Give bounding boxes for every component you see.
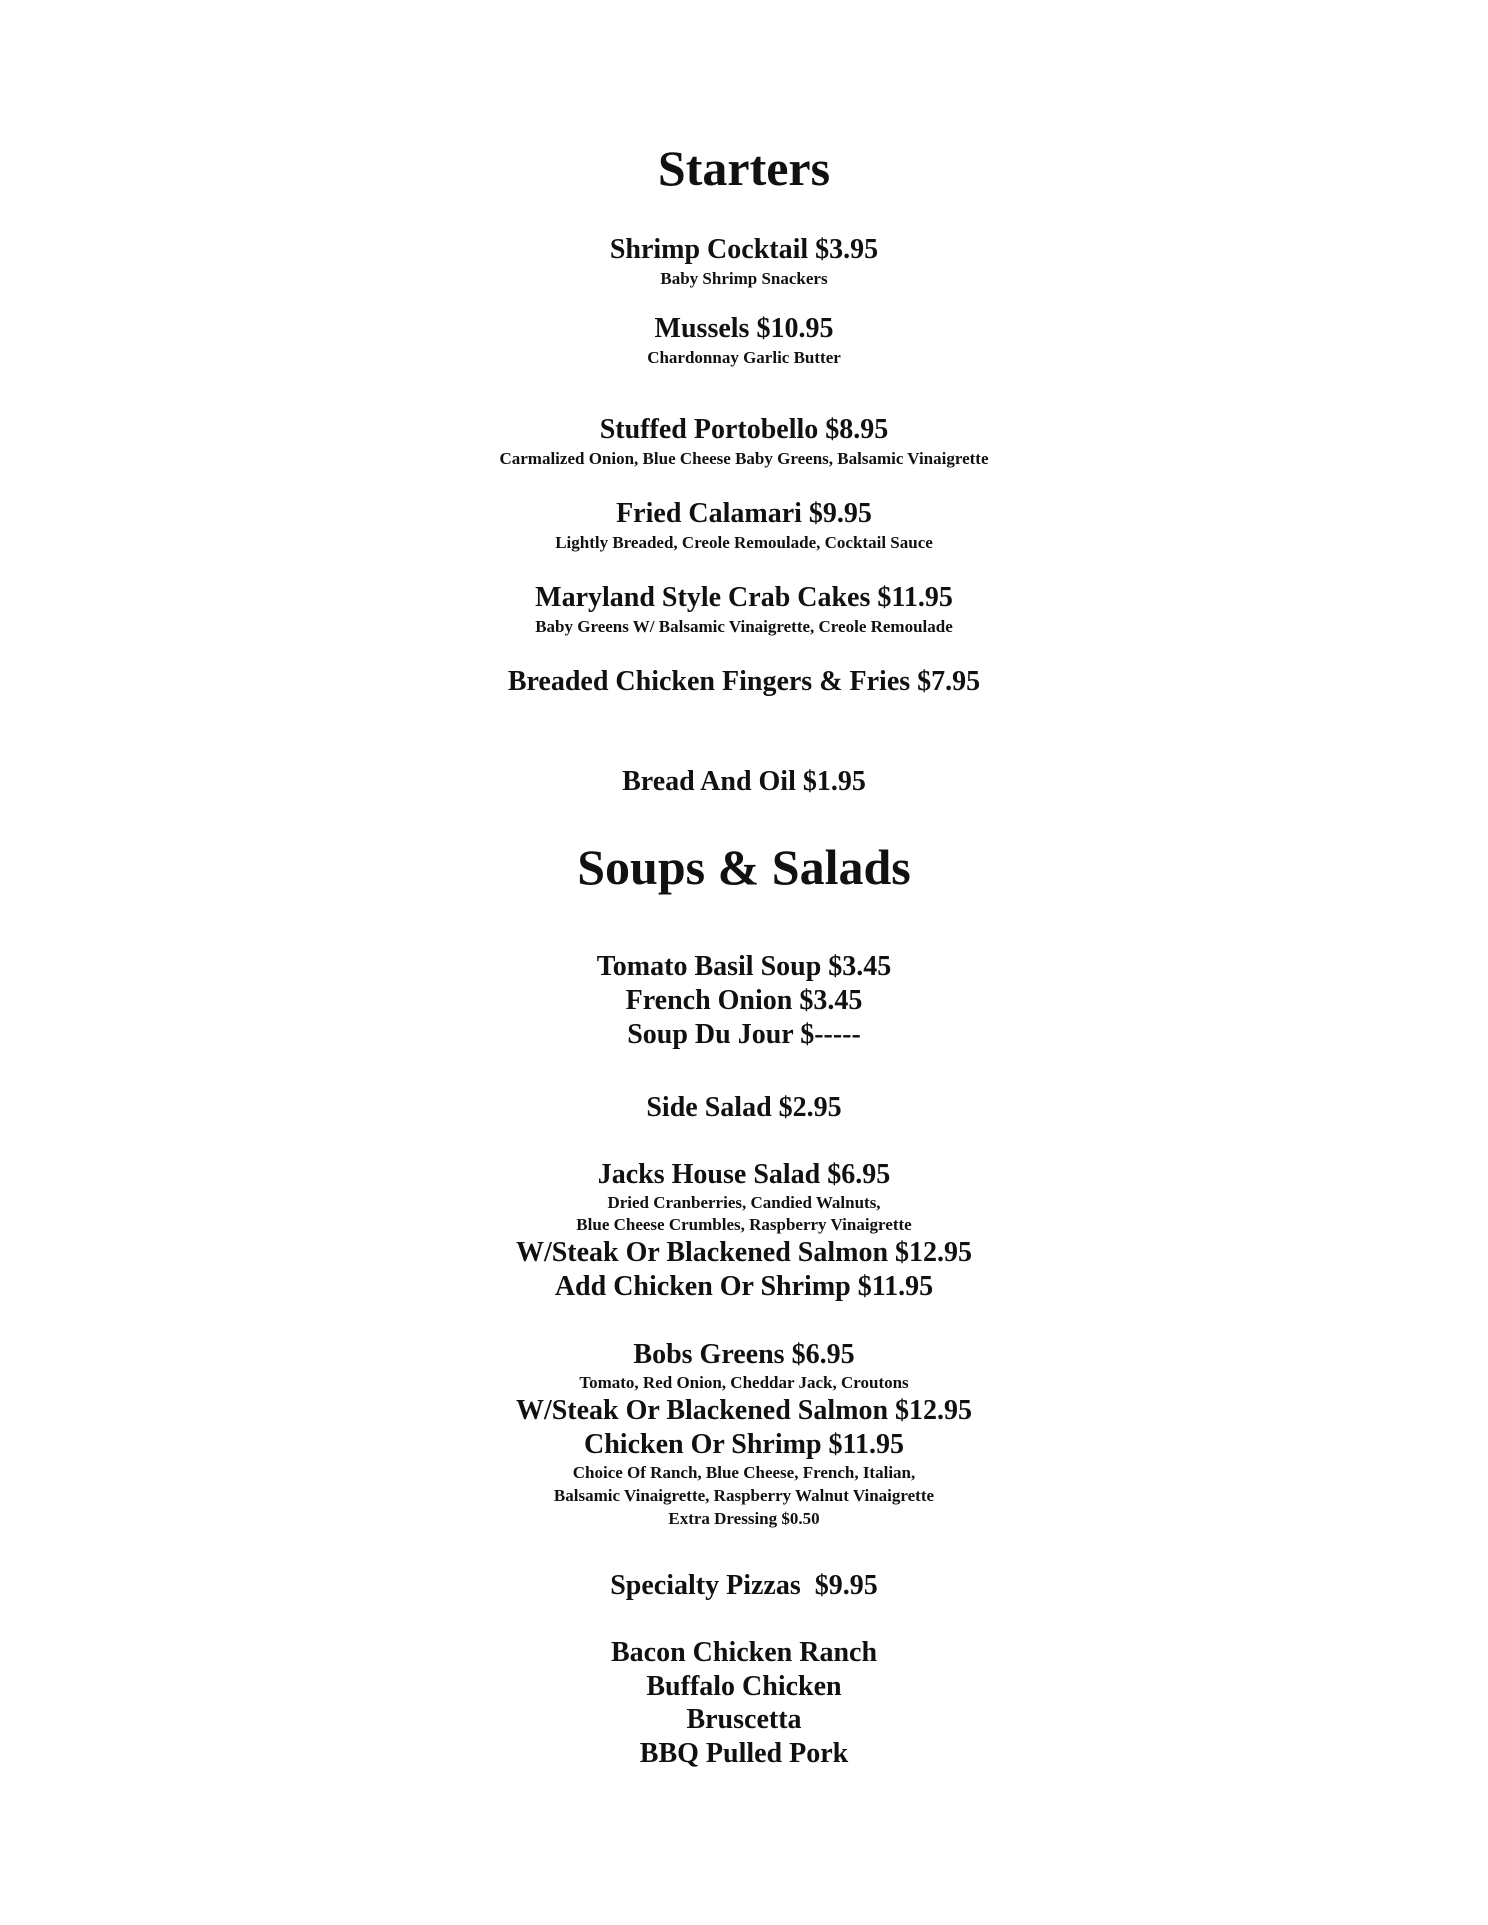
- starters-heading: Starters: [657, 140, 831, 196]
- jacks-house-salad-addon: Add Chicken Or Shrimp $11.95: [554, 1271, 934, 1302]
- dressing-options: Balsamic Vinaigrette, Raspberry Walnut Vinaigrette: [553, 1486, 935, 1505]
- pizza-item: Bacon Chicken Ranch: [610, 1637, 878, 1668]
- jacks-house-salad-title: Jacks House Salad $6.95: [597, 1159, 891, 1190]
- pizza-item: Bruscetta: [686, 1704, 802, 1735]
- jacks-house-salad-description: Blue Cheese Crumbles, Raspberry Vinaigrette: [576, 1215, 912, 1234]
- soup-item: French Onion $3.45: [625, 985, 863, 1016]
- menu-item-description: Baby Greens W/ Balsamic Vinaigrette, Creole Remoulade: [535, 617, 953, 636]
- menu-item-title: Stuffed Portobello $8.95: [599, 414, 889, 445]
- menu-item-title: Bread And Oil $1.95: [622, 766, 866, 797]
- dressing-options: Choice Of Ranch, Blue Cheese, French, Italian,: [572, 1463, 916, 1482]
- menu-item-description: Lightly Breaded, Creole Remoulade, Cocktail Sauce: [555, 533, 933, 552]
- menu-item-description: Carmalized Onion, Blue Cheese Baby Greens, Balsamic Vinaigrette: [499, 449, 989, 468]
- bobs-greens-description: Tomato, Red Onion, Cheddar Jack, Croutons: [579, 1373, 909, 1392]
- menu-item-title: Shrimp Cocktail $3.95: [609, 234, 879, 265]
- bobs-greens-addon: Chicken Or Shrimp $11.95: [584, 1429, 904, 1460]
- menu-item-title: Mussels $10.95: [654, 313, 834, 344]
- jacks-house-salad-description: Dried Cranberries, Candied Walnuts,: [607, 1193, 881, 1212]
- specialty-pizzas-title: Specialty Pizzas $9.95: [610, 1570, 878, 1601]
- pizza-item: Buffalo Chicken: [646, 1671, 842, 1702]
- soups-salads-heading: Soups & Salads: [577, 839, 911, 895]
- menu-item-title: Maryland Style Crab Cakes $11.95: [535, 582, 953, 613]
- soup-item: Soup Du Jour $-----: [627, 1019, 861, 1050]
- jacks-house-salad-addon: W/Steak Or Blackened Salmon $12.95: [515, 1237, 973, 1268]
- bobs-greens-addon: W/Steak Or Blackened Salmon $12.95: [515, 1395, 973, 1426]
- bobs-greens-title: Bobs Greens $6.95: [633, 1339, 855, 1370]
- menu-item-description: Baby Shrimp Snackers: [660, 269, 828, 288]
- pizza-item: BBQ Pulled Pork: [639, 1738, 849, 1769]
- menu-item-description: Chardonnay Garlic Butter: [647, 348, 841, 367]
- extra-dressing-price: Extra Dressing $0.50: [668, 1509, 820, 1528]
- menu-item-title: Fried Calamari $9.95: [616, 498, 872, 529]
- side-salad-item: Side Salad $2.95: [646, 1092, 842, 1123]
- soup-item: Tomato Basil Soup $3.45: [596, 951, 892, 982]
- menu-item-title: Breaded Chicken Fingers & Fries $7.95: [507, 666, 981, 697]
